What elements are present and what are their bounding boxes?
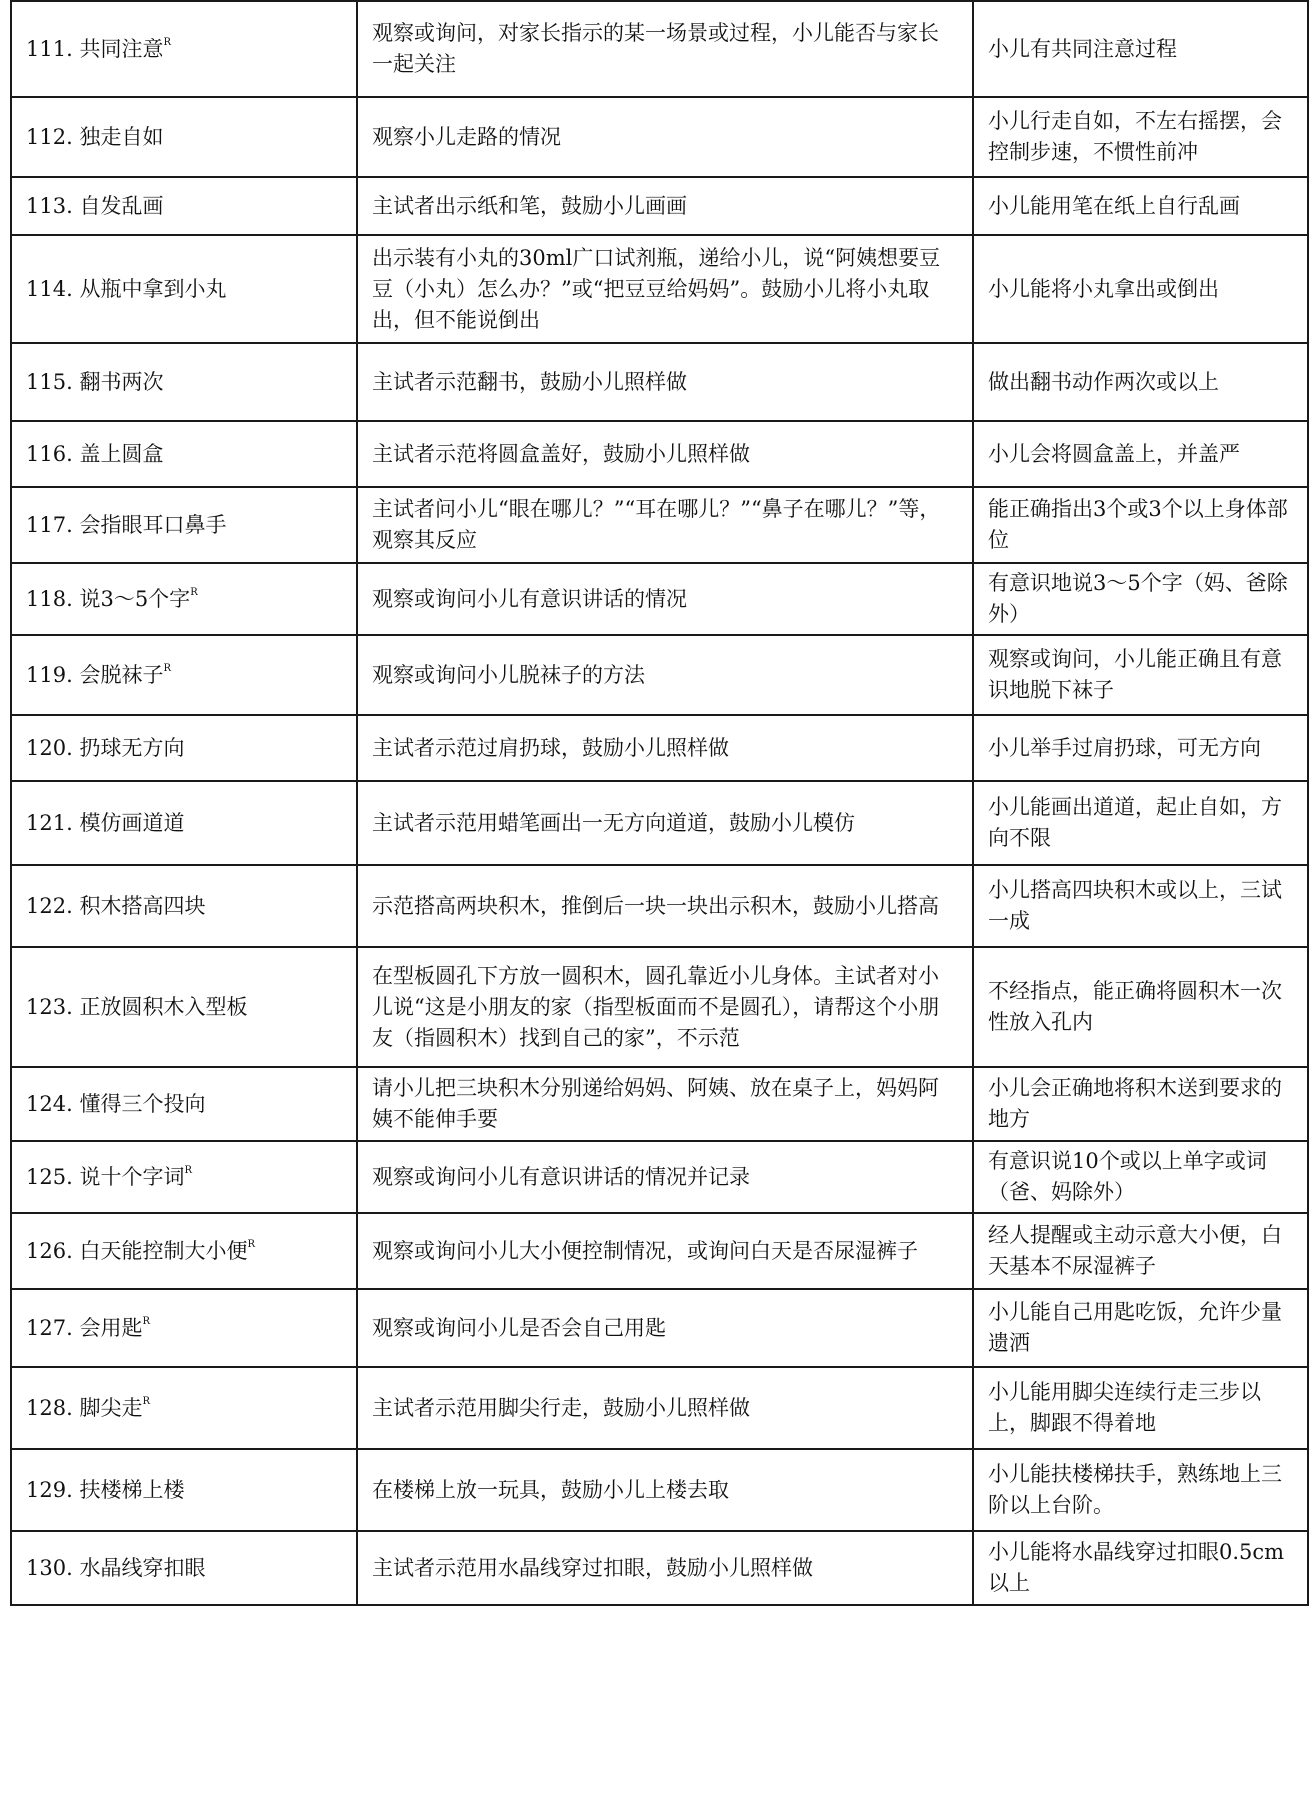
table-row [11,1213,1308,1289]
test-method-cell: 主试者示范过肩扔球，鼓励小儿照样做 [357,715,973,781]
test-method-cell: 观察或询问，对家长指示的某一场景或过程，小儿能否与家长一起关注 [357,1,973,97]
pass-criteria-cell: 有意识说10个或以上单字或词（爸、妈除外） [973,1141,1308,1213]
item-name: 从瓶中拿到小丸 [79,276,227,301]
test-method-cell: 观察或询问小儿脱袜子的方法 [357,635,973,715]
item-name: 说3～5个字 [79,586,191,611]
item-number: 125. [26,1164,73,1189]
item-number: 128. [26,1395,73,1420]
table-row [11,1141,1308,1213]
item-name: 说十个字词 [79,1164,185,1189]
test-method-cell: 示范搭高两块积木，推倒后一块一块出示积木，鼓励小儿搭高 [357,865,973,947]
pass-criteria-cell: 小儿行走自如，不左右摇摆，会控制步速，不惯性前冲 [973,97,1308,177]
test-method-cell: 观察小儿走路的情况 [357,97,973,177]
test-method-cell: 请小儿把三块积木分别递给妈妈、阿姨、放在桌子上，妈妈阿姨不能伸手要 [357,1067,973,1141]
test-method-cell: 在型板圆孔下方放一圆积木，圆孔靠近小儿身体。主试者对小儿说“这是小朋友的家（指型板面而不是圆孔），请帮这个小朋友（指圆积木）找到自己的家”，不示范 [357,947,973,1067]
table-row [11,635,1308,715]
item-name: 独走自如 [79,124,164,149]
table-row [11,1067,1308,1141]
table-row [11,1,1308,97]
item-number: 120. [26,735,73,760]
pass-criteria-cell: 做出翻书动作两次或以上 [973,343,1308,421]
item-name-cell [11,235,357,343]
item-name-cell [11,865,357,947]
item-number: 126. [26,1238,73,1263]
table-row [11,947,1308,1067]
report-mark: R [247,1238,255,1250]
table-row [11,1531,1308,1605]
test-method-cell: 观察或询问小儿是否会自己用匙 [357,1289,973,1367]
item-number: 129. [26,1477,73,1502]
item-name: 会指眼耳口鼻手 [79,512,227,537]
report-mark: R [163,662,171,674]
pass-criteria-cell: 小儿能用脚尖连续行走三步以上，脚跟不得着地 [973,1367,1308,1449]
table-row [11,343,1308,421]
item-name-cell [11,781,357,865]
pass-criteria-cell: 小儿能自己用匙吃饭，允许少量遗洒 [973,1289,1308,1367]
item-name-cell [11,1,357,97]
item-name-cell [11,1141,357,1213]
item-name: 脚尖走 [79,1395,143,1420]
item-name-cell [11,715,357,781]
item-name: 水晶线穿扣眼 [79,1555,206,1580]
item-name-cell [11,635,357,715]
report-mark: R [190,586,198,598]
item-number: 119. [26,662,73,687]
item-number: 130. [26,1555,73,1580]
item-name: 模仿画道道 [79,810,185,835]
item-number: 124. [26,1091,73,1116]
pass-criteria-cell: 小儿能画出道道，起止自如，方向不限 [973,781,1308,865]
item-name-cell [11,421,357,487]
table-row [11,1289,1308,1367]
pass-criteria-cell: 小儿有共同注意过程 [973,1,1308,97]
item-number: 115. [26,369,73,394]
test-method-cell: 主试者示范将圆盒盖好，鼓励小儿照样做 [357,421,973,487]
test-method-cell: 观察或询问小儿大小便控制情况，或询问白天是否尿湿裤子 [357,1213,973,1289]
pass-criteria-cell: 观察或询问，小儿能正确且有意识地脱下袜子 [973,635,1308,715]
item-name: 自发乱画 [79,193,164,218]
item-name: 扔球无方向 [79,735,185,760]
table-row [11,1367,1308,1449]
item-number: 122. [26,893,73,918]
pass-criteria-cell: 小儿会正确地将积木送到要求的地方 [973,1067,1308,1141]
report-mark: R [184,1164,192,1176]
item-number: 112. [26,124,73,149]
item-number: 121. [26,810,73,835]
item-number: 111. [26,36,73,61]
item-name-cell [11,563,357,635]
test-method-cell: 观察或询问小儿有意识讲话的情况并记录 [357,1141,973,1213]
item-name: 会用匙 [79,1315,143,1340]
test-method-cell: 主试者出示纸和笔，鼓励小儿画画 [357,177,973,235]
item-number: 127. [26,1315,73,1340]
table-row [11,865,1308,947]
item-name: 懂得三个投向 [79,1091,206,1116]
table-row [11,421,1308,487]
table-row [11,235,1308,343]
pass-criteria-cell: 小儿能扶楼梯扶手，熟练地上三阶以上台阶。 [973,1449,1308,1531]
table-row [11,487,1308,563]
item-name: 积木搭高四块 [79,893,206,918]
item-name: 会脱袜子 [79,662,164,687]
pass-criteria-cell: 能正确指出3个或3个以上身体部位 [973,487,1308,563]
item-name-cell [11,487,357,563]
assessment-table [10,0,1309,1606]
item-name: 共同注意 [79,36,164,61]
item-name-cell [11,97,357,177]
item-number: 113. [26,193,73,218]
item-number: 116. [26,441,73,466]
table-row [11,97,1308,177]
test-method-cell: 观察或询问小儿有意识讲话的情况 [357,563,973,635]
report-mark: R [142,1315,150,1327]
report-mark: R [163,36,171,48]
table-row [11,781,1308,865]
item-number: 118. [26,586,73,611]
item-name: 扶楼梯上楼 [79,1477,185,1502]
test-method-cell: 主试者示范用蜡笔画出一无方向道道，鼓励小儿模仿 [357,781,973,865]
test-method-cell: 主试者示范翻书，鼓励小儿照样做 [357,343,973,421]
table-row [11,563,1308,635]
item-name-cell [11,1289,357,1367]
report-mark: R [142,1395,150,1407]
test-method-cell: 主试者问小儿“眼在哪儿？”“耳在哪儿？”“鼻子在哪儿？”等，观察其反应 [357,487,973,563]
test-method-cell: 在楼梯上放一玩具，鼓励小儿上楼去取 [357,1449,973,1531]
pass-criteria-cell: 小儿能将水晶线穿过扣眼0.5cm以上 [973,1531,1308,1605]
item-name-cell [11,343,357,421]
item-name-cell [11,1213,357,1289]
pass-criteria-cell: 小儿举手过肩扔球，可无方向 [973,715,1308,781]
item-name: 翻书两次 [79,369,164,394]
test-method-cell: 主试者示范用脚尖行走，鼓励小儿照样做 [357,1367,973,1449]
item-number: 123. [26,994,73,1019]
table-row [11,715,1308,781]
pass-criteria-cell: 不经指点，能正确将圆积木一次性放入孔内 [973,947,1308,1067]
item-name-cell [11,1367,357,1449]
item-name: 盖上圆盒 [79,441,164,466]
test-method-cell: 出示装有小丸的30ml广口试剂瓶，递给小儿，说“阿姨想要豆豆（小丸）怎么办？”或“把豆豆给妈妈”。鼓励小儿将小丸取出，但不能说倒出 [357,235,973,343]
item-name-cell [11,1067,357,1141]
item-number: 114. [26,276,73,301]
item-number: 117. [26,512,73,537]
pass-criteria-cell: 有意识地说3～5个字（妈、爸除外） [973,563,1308,635]
item-name: 正放圆积木入型板 [79,994,248,1019]
item-name-cell [11,1449,357,1531]
pass-criteria-cell: 小儿搭高四块积木或以上，三试一成 [973,865,1308,947]
pass-criteria-cell: 小儿能用笔在纸上自行乱画 [973,177,1308,235]
test-method-cell: 主试者示范用水晶线穿过扣眼，鼓励小儿照样做 [357,1531,973,1605]
item-name-cell [11,947,357,1067]
pass-criteria-cell: 小儿能将小丸拿出或倒出 [973,235,1308,343]
table-row [11,177,1308,235]
item-name: 白天能控制大小便 [79,1238,248,1263]
pass-criteria-cell: 经人提醒或主动示意大小便，白天基本不尿湿裤子 [973,1213,1308,1289]
table-row [11,1449,1308,1531]
pass-criteria-cell: 小儿会将圆盒盖上，并盖严 [973,421,1308,487]
table-body [11,1,1308,1605]
item-name-cell [11,177,357,235]
item-name-cell [11,1531,357,1605]
